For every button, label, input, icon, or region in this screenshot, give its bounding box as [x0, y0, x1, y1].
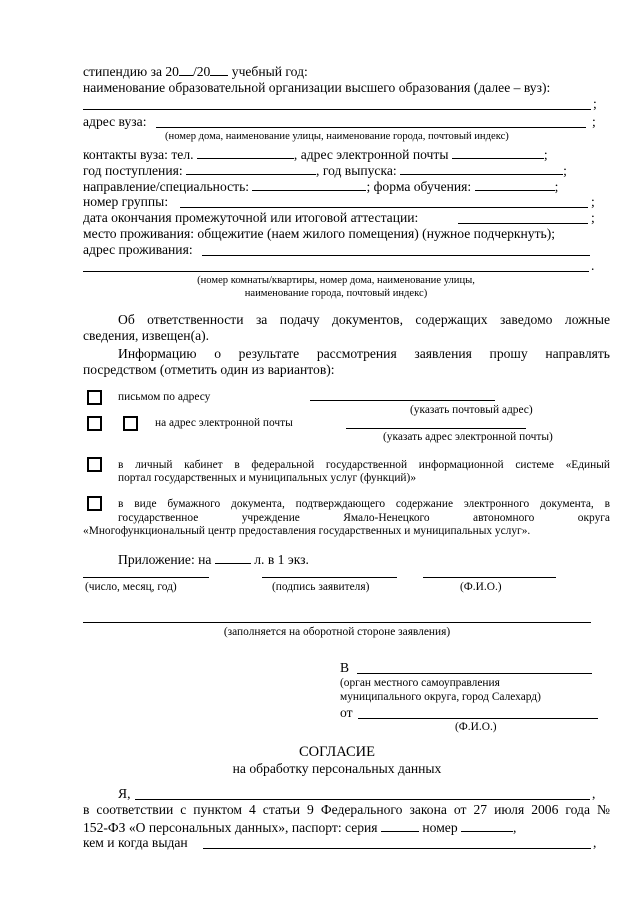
email-address-hint: (указать адрес электронной почты): [383, 431, 553, 443]
graduation-label: , год выпуска:: [316, 163, 397, 178]
from-fio-hint: (Ф.И.О.): [455, 721, 497, 733]
home-address-label: адрес проживания:: [83, 242, 193, 257]
option-paper-line-2: государственное учреждение Ямало-Ненецкого автономного округа: [118, 512, 610, 524]
comma: ,: [592, 786, 596, 801]
authority-field[interactable]: [357, 673, 592, 674]
from-label: от: [340, 705, 353, 720]
option-paper-checkbox[interactable]: [87, 496, 102, 511]
option-mail-checkbox[interactable]: [87, 390, 102, 405]
attachment-pages-field[interactable]: [215, 551, 251, 564]
university-address-hint: (номер дома, наименование улицы, наименование города, почтовый индекс): [165, 131, 509, 142]
direction-field[interactable]: [252, 178, 366, 191]
option-email-checkbox-2[interactable]: [123, 416, 138, 431]
email-field[interactable]: [452, 146, 544, 159]
year-end-field[interactable]: [210, 63, 228, 76]
home-address-hint-1: (номер комнаты/квартиры, номер дома, наименование улицы,: [197, 275, 475, 286]
comma: ,: [593, 835, 597, 850]
certification-label: дата окончания промежуточной или итоговой аттестации:: [83, 210, 419, 225]
year-start-field[interactable]: [179, 63, 193, 76]
authority-hint-1: (орган местного самоуправления: [340, 677, 500, 689]
semicolon: ;: [592, 114, 596, 129]
consent-i-label: Я,: [118, 786, 131, 801]
stipend-line: [83, 63, 308, 80]
option-email-checkbox[interactable]: [87, 416, 102, 431]
attachment-line: [118, 551, 309, 568]
fio-field[interactable]: [423, 577, 556, 578]
attachment-suffix: л. в 1 экз.: [254, 552, 309, 567]
passport-number-label: номер: [422, 820, 458, 835]
from-field[interactable]: [358, 718, 598, 719]
university-name-field[interactable]: [83, 109, 591, 110]
issued-label: кем и когда выдан: [83, 835, 188, 850]
passport-line: 152-ФЗ «О персональных данных», паспорт: серия номер ,: [83, 820, 517, 835]
postal-address-field[interactable]: [310, 400, 495, 401]
option-portal-checkbox[interactable]: [87, 457, 102, 472]
admission-label: год поступления:: [83, 163, 183, 178]
option-mail-label: письмом по адресу: [118, 391, 211, 403]
admission-year-field[interactable]: [186, 162, 316, 175]
semicolon: ;: [591, 194, 595, 209]
stipend-prefix: стипендию за 20: [83, 64, 179, 79]
university-address-label: адрес вуза:: [83, 114, 147, 129]
reverse-side-rule: [83, 622, 591, 623]
option-email-label: на адрес электронной почты: [155, 417, 293, 429]
fio-hint: (Ф.И.О.): [460, 581, 502, 593]
signature-field[interactable]: [262, 577, 397, 578]
option-portal-line-1: в личный кабинет в федеральной государственной информационной системе «Единый: [118, 459, 610, 471]
consent-law-line-1: в соответствии с пунктом 4 статьи 9 Федерального закона от 27 июля 2006 года №: [83, 802, 610, 817]
direction-line: направление/специальность: ; форма обучения: ;: [83, 179, 559, 194]
issued-field[interactable]: [203, 848, 591, 849]
signature-hint: (подпись заявителя): [272, 581, 370, 593]
date-field[interactable]: [83, 577, 209, 578]
certification-date-field[interactable]: [458, 223, 588, 224]
consent-title: СОГЛАСИЕ: [298, 744, 376, 760]
option-paper-line-3: «Многофункциональный центр предоставления государственных и муниципальных услуг».: [83, 525, 531, 537]
reverse-side-hint: (заполняется на оборотной стороне заявления): [223, 626, 451, 638]
info-line-2: посредством (отметить один из вариантов):: [83, 362, 335, 377]
responsibility-line-1: Об ответственности за подачу документов, содержащих заведомо ложные: [118, 312, 610, 327]
passport-number-field[interactable]: [461, 819, 513, 832]
residence-label: место проживания: общежитие (наем жилого помещения) (нужное подчеркнуть);: [83, 226, 556, 241]
consent-subtitle: на обработку персональных данных: [232, 761, 442, 776]
info-line-1: Информацию о результате рассмотрения заявления прошу направлять: [118, 346, 610, 361]
consent-name-field[interactable]: [135, 799, 590, 800]
responsibility-line-2: сведения, извещен(а).: [83, 328, 210, 343]
period: .: [591, 258, 595, 273]
home-address-hint-2: наименование города, почтовый индекс): [244, 288, 428, 299]
home-address-field-2[interactable]: [83, 271, 589, 272]
phone-field[interactable]: [197, 146, 294, 159]
option-portal-line-2: портал государственных и муниципальных услуг (функций)»: [118, 472, 417, 484]
contacts-label: контакты вуза: тел.: [83, 147, 194, 162]
semicolon: ;: [593, 96, 597, 111]
date-hint: (число, месяц, год): [85, 581, 177, 593]
consent-law-line-2: 152-ФЗ «О персональных данных», паспорт: серия: [83, 820, 378, 835]
stipend-suffix: учебный год:: [231, 64, 308, 79]
university-name-label: наименование образовательной организации высшего образования (далее – вуз):: [83, 80, 551, 95]
stipend-mid: /20: [192, 64, 211, 79]
postal-address-hint: (указать почтовый адрес): [410, 404, 533, 416]
semicolon: ;: [591, 210, 595, 225]
contacts-line: контакты вуза: тел. , адрес электронной почты ;: [83, 147, 548, 162]
group-field[interactable]: [180, 207, 588, 208]
graduation-year-field[interactable]: [400, 162, 563, 175]
direction-label: направление/специальность:: [83, 179, 250, 194]
passport-series-field[interactable]: [381, 819, 419, 832]
attachment-prefix: Приложение: на: [118, 552, 212, 567]
home-address-field[interactable]: [202, 255, 590, 256]
years-line: год поступления: , год выпуска: ;: [83, 163, 567, 178]
study-form-label: ; форма обучения:: [366, 179, 472, 194]
email-address-field[interactable]: [346, 428, 526, 429]
authority-hint-2: муниципального округа, город Салехард): [340, 691, 541, 703]
group-label: номер группы:: [83, 194, 169, 209]
university-address-field[interactable]: [156, 127, 586, 128]
option-paper-line-1: в виде бумажного документа, подтверждающего содержание электронного документа, в: [118, 498, 610, 510]
to-label: В: [340, 660, 350, 675]
email-label: , адрес электронной почты: [293, 147, 449, 162]
study-form-field[interactable]: [475, 178, 555, 191]
